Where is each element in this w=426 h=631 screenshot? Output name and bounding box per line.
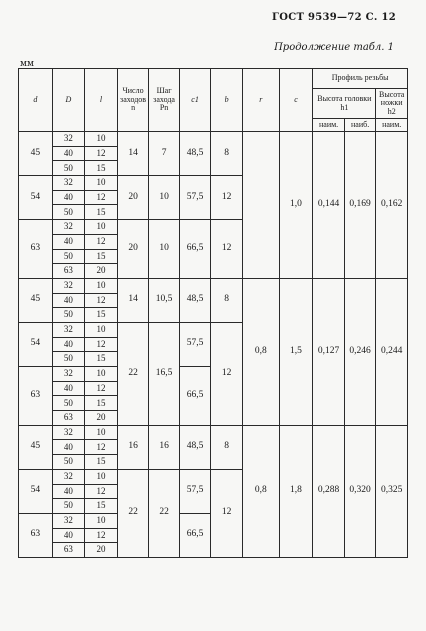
cell-d: 63 [19, 367, 53, 426]
cell-r: 0,8 [242, 278, 279, 425]
cell-l: 10 [85, 469, 118, 484]
cell-l: 20 [85, 543, 118, 558]
col-profile: Профиль резьбы [313, 69, 408, 89]
cell-l: 10 [85, 176, 118, 191]
cell-c1: 66,5 [179, 513, 211, 557]
col-b: b [211, 69, 243, 132]
cell-D: 40 [52, 337, 85, 352]
col-h1-min: наим. [313, 119, 345, 132]
cell-n: 14 [117, 132, 149, 176]
cell-d: 54 [19, 469, 53, 513]
cell-c1: 48,5 [179, 425, 211, 469]
cell-d: 45 [19, 278, 53, 322]
cell-c1: 57,5 [179, 469, 211, 513]
cell-D: 63 [52, 264, 85, 279]
cell-c1: 57,5 [179, 322, 211, 366]
cell-c1: 66,5 [179, 220, 211, 279]
cell-l: 12 [85, 234, 118, 249]
cell-l: 12 [85, 440, 118, 455]
cell-b: 12 [211, 176, 243, 220]
cell-d: 45 [19, 132, 53, 176]
cell-r: 0,8 [242, 425, 279, 557]
cell-l: 12 [85, 381, 118, 396]
cell-D: 32 [52, 322, 85, 337]
col-l: l [85, 69, 118, 132]
cell-b: 8 [211, 425, 243, 469]
cell-p: 10 [149, 220, 179, 279]
cell-l: 10 [85, 132, 118, 147]
cell-l: 15 [85, 352, 118, 367]
cell-D: 32 [52, 132, 85, 147]
cell-d: 45 [19, 425, 53, 469]
table-row [19, 278, 408, 293]
col-h2: Высота ножки h2 [376, 89, 408, 119]
cell-D: 40 [52, 528, 85, 543]
cell-n: 16 [117, 425, 149, 469]
cell-p: 16,5 [149, 322, 179, 425]
cell-D: 40 [52, 440, 85, 455]
cell-l: 12 [85, 190, 118, 205]
cell-h1-min: 0,127 [313, 278, 345, 425]
cell-D: 40 [52, 293, 85, 308]
cell-D: 32 [52, 425, 85, 440]
col-h1-max: наиб. [344, 119, 376, 132]
cell-n: 20 [117, 220, 149, 279]
cell-b: 8 [211, 278, 243, 322]
cell-D: 50 [52, 205, 85, 220]
cell-b: 12 [211, 322, 243, 425]
cell-D: 50 [52, 499, 85, 514]
cell-d: 63 [19, 513, 53, 557]
col-h1: Высота головки h1 [313, 89, 376, 119]
cell-l: 12 [85, 484, 118, 499]
cell-h1-min: 0,144 [313, 132, 345, 279]
cell-b: 12 [211, 469, 243, 557]
table-body [19, 132, 408, 558]
cell-h1-min: 0,288 [313, 425, 345, 557]
cell-l: 15 [85, 499, 118, 514]
cell-p: 16 [149, 425, 179, 469]
table-container [18, 68, 408, 558]
cell-l: 15 [85, 161, 118, 176]
cell-n: 14 [117, 278, 149, 322]
data-table [18, 68, 408, 558]
cell-l: 10 [85, 322, 118, 337]
cell-p: 7 [149, 132, 179, 176]
cell-l: 15 [85, 249, 118, 264]
units-label: мм [20, 59, 35, 69]
table-row [19, 425, 408, 440]
cell-h1-max: 0,169 [344, 132, 376, 279]
cell-c: 1,0 [279, 132, 313, 279]
cell-l: 20 [85, 264, 118, 279]
col-h2-min: наим. [376, 119, 408, 132]
cell-D: 32 [52, 220, 85, 235]
col-c1: c1 [179, 69, 211, 132]
cell-l: 15 [85, 396, 118, 411]
col-p: Шаг захода Pn [149, 69, 179, 132]
cell-l: 10 [85, 425, 118, 440]
cell-D: 40 [52, 190, 85, 205]
cell-D: 32 [52, 469, 85, 484]
cell-p: 22 [149, 469, 179, 557]
cell-D: 40 [52, 381, 85, 396]
cell-n: 22 [117, 322, 149, 425]
cell-l: 12 [85, 337, 118, 352]
cell-D: 63 [52, 411, 85, 426]
cell-b: 12 [211, 220, 243, 279]
col-n: Число заходов n [117, 69, 149, 132]
cell-h1-max: 0,246 [344, 278, 376, 425]
cell-h2-min: 0,162 [376, 132, 408, 279]
cell-D: 50 [52, 455, 85, 470]
cell-p: 10,5 [149, 278, 179, 322]
cell-p: 10 [149, 176, 179, 220]
col-c: c [279, 69, 313, 132]
cell-d: 54 [19, 322, 53, 366]
cell-d: 54 [19, 176, 53, 220]
cell-c1: 48,5 [179, 132, 211, 176]
cell-l: 10 [85, 367, 118, 382]
cell-c1: 57,5 [179, 176, 211, 220]
cell-D: 50 [52, 308, 85, 323]
page-header: ГОСТ 9539—72 С. 12 [272, 12, 396, 23]
cell-h2-min: 0,325 [376, 425, 408, 557]
cell-D: 32 [52, 278, 85, 293]
cell-n: 22 [117, 469, 149, 557]
cell-l: 15 [85, 205, 118, 220]
cell-D: 50 [52, 396, 85, 411]
col-r: r [242, 69, 279, 132]
cell-l: 10 [85, 220, 118, 235]
cell-l: 12 [85, 293, 118, 308]
cell-b: 8 [211, 132, 243, 176]
cell-l: 12 [85, 146, 118, 161]
cell-n: 20 [117, 176, 149, 220]
cell-h1-max: 0,320 [344, 425, 376, 557]
cell-D: 50 [52, 161, 85, 176]
cell-c: 1,8 [279, 425, 313, 557]
col-d: d [19, 69, 53, 132]
cell-l: 12 [85, 528, 118, 543]
cell-l: 20 [85, 411, 118, 426]
cell-D: 32 [52, 176, 85, 191]
cell-l: 10 [85, 278, 118, 293]
cell-D: 50 [52, 352, 85, 367]
cell-c: 1,5 [279, 278, 313, 425]
cell-D: 40 [52, 234, 85, 249]
table-caption: Продолжение табл. 1 [274, 42, 394, 53]
cell-l: 15 [85, 455, 118, 470]
table-row [19, 132, 408, 147]
cell-D: 63 [52, 543, 85, 558]
cell-D: 32 [52, 367, 85, 382]
cell-r [242, 132, 279, 279]
cell-l: 15 [85, 308, 118, 323]
cell-c1: 66,5 [179, 367, 211, 426]
cell-l: 10 [85, 513, 118, 528]
cell-D: 32 [52, 513, 85, 528]
cell-c1: 48,5 [179, 278, 211, 322]
cell-h2-min: 0,244 [376, 278, 408, 425]
cell-D: 40 [52, 484, 85, 499]
cell-d: 63 [19, 220, 53, 279]
col-D: D [52, 69, 85, 132]
cell-D: 40 [52, 146, 85, 161]
cell-D: 50 [52, 249, 85, 264]
